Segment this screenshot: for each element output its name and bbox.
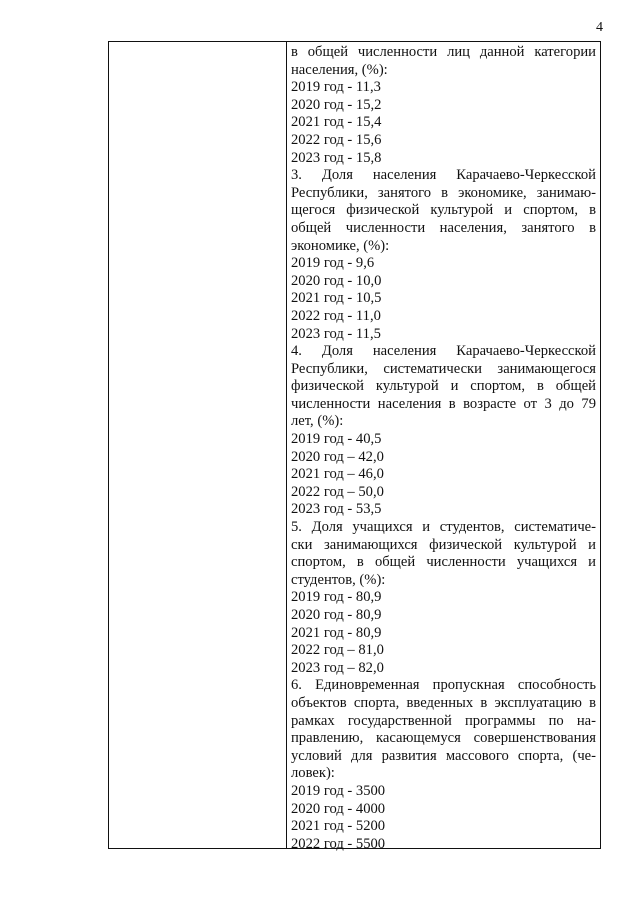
section-3-value: 2021 год - 10,5: [291, 290, 382, 307]
section-6-value: 2022 год - 5500: [291, 835, 386, 852]
section-4-value: 2023 год - 53,5: [291, 501, 382, 518]
section-5-value: 2022 год – 81,0: [291, 642, 384, 659]
section-4-line: численности населения в возрасте от 3 до 79: [291, 395, 596, 412]
value-item: 2019 год - 11,3: [291, 79, 381, 96]
section-4-value: 2020 год – 42,0: [291, 448, 384, 465]
value-item: 2021 год - 15,4: [291, 114, 382, 131]
section-6-value: 2021 год - 5200: [291, 818, 386, 835]
section-6-line: объектов спорта, введенных в эксплуатацию в: [291, 694, 596, 711]
table-right-cell: [287, 42, 600, 852]
section-6-value: 2019 год - 3500: [291, 782, 386, 799]
document-table: [108, 41, 601, 852]
section-3-line: Республики, занятого в экономике, занимаю-: [291, 184, 596, 201]
section-6-line: рамках государственной программы по на-: [291, 712, 596, 729]
section-4-line: Республики, систематически занимающегося: [291, 360, 596, 377]
section-5-line: 5. Доля учащихся и студентов, систематиче-: [291, 519, 596, 536]
section-6-line: условий для развития массового спорта, (че-: [291, 747, 596, 764]
section-4-value: 2021 год – 46,0: [291, 466, 384, 483]
section-5-value: 2020 год - 80,9: [291, 607, 382, 623]
section-4-line: физической культурой и спортом, в общей: [291, 378, 596, 395]
section-3-value: 2023 год - 11,5: [291, 325, 381, 342]
section-6-line: правлению, касающемуся совершенствования: [291, 730, 596, 747]
table-left-cell: [109, 42, 287, 848]
section-3-line: 3. Доля населения Карачаево-Черкесской: [291, 167, 596, 184]
value-item: 2020 год - 15,2: [291, 96, 382, 113]
section-5-line: спортом, в общей численности учащихся и: [291, 554, 596, 571]
section-6-line: ловек):: [291, 765, 335, 782]
section-4-line: 4. Доля населения Карачаево-Черкесской: [291, 343, 596, 360]
page-number: 4: [596, 20, 603, 35]
section-3-line: экономике, (%):: [291, 237, 390, 254]
section-3-line: общей численности населения, занятого в: [291, 219, 596, 236]
section-3-value: 2022 год - 11,0: [291, 307, 381, 324]
section-5-line: студентов, (%):: [291, 571, 386, 588]
section-6-value: 2020 год - 4000: [291, 800, 386, 817]
section-4-value: 2019 год - 40,5: [291, 431, 382, 448]
section-4-value: 2022 год – 50,0: [291, 483, 384, 500]
text-line: в общей численности лиц данной категории: [291, 44, 596, 60]
section-6-line: 6. Единовременная пропускная способность: [291, 677, 596, 694]
section-5-value: 2019 год - 80,9: [291, 589, 382, 606]
value-item: 2022 год - 15,6: [291, 131, 382, 148]
section-3-value: 2019 год - 9,6: [291, 255, 375, 272]
section-5-value: 2023 год – 82,0: [291, 659, 384, 676]
section-5-value: 2021 год - 80,9: [291, 624, 382, 641]
section-4-line: лет, (%):: [291, 413, 344, 430]
section-3-line: щегося физической культурой и спортом, в: [291, 202, 596, 219]
section-5-line: ски занимающихся физической культурой и: [291, 536, 596, 553]
value-item: 2023 год - 15,8: [291, 149, 382, 166]
text-line: населения, (%):: [291, 61, 388, 78]
section-3-value: 2020 год - 10,0: [291, 272, 382, 289]
